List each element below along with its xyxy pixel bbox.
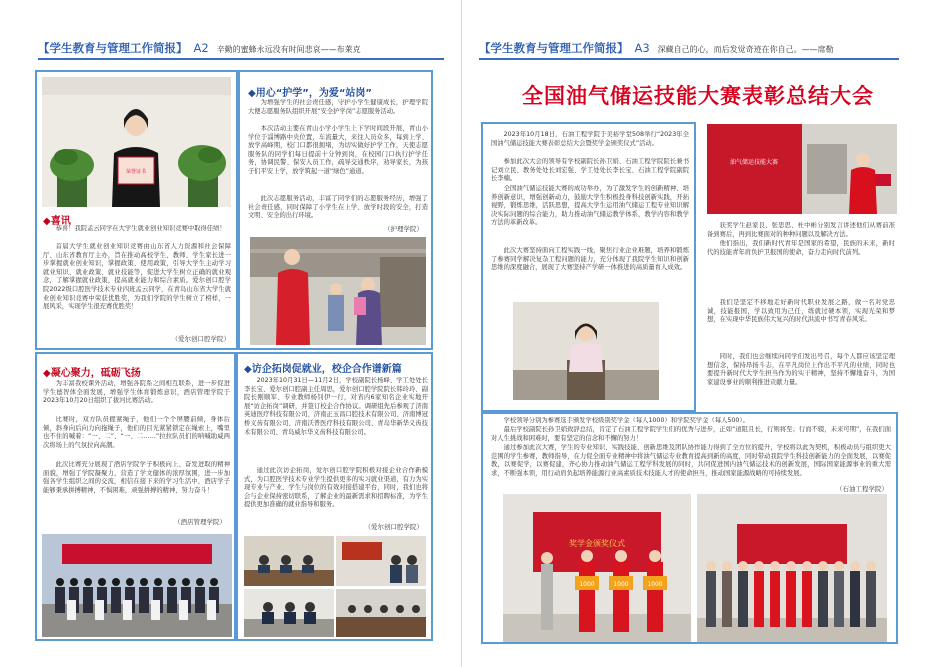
protect-intro: 为增强学生的社会责任感，守护小学生健康成长，护理学院大便志愿服务队组织开展“安全护学岗”志愿服务活动。 xyxy=(248,99,428,115)
header-motto: 辛勤的蜜蜂永远没有时间悲哀——布莱克 xyxy=(216,45,361,54)
congrats-body: 首届大学生就业创业知识竞赛由山东省人力资源和社会保障厅、山东省教育厅主办，旨在推动高校学生、教师、学生家长进一步掌握就业创业知识，掌握政策、使用政策，引导大学生主动学习就业知识、就业政策、就业技能等，促进大学生树立正确的就业观念，了解掌握就业政策，提高就业能力和综合素质。爱尔创口腔学院2022级口腔医学技术专业四班孟云同学，在青岛山东省大学生就业创业知识竞赛中荣获优胜奖，为我们学院的学生树立了榜样，一展风采，实现学生很充赛优胜奖！ xyxy=(43,243,231,311)
group-photo-illustration xyxy=(42,534,232,637)
left-page xyxy=(0,0,462,667)
article-bottom-signature: （石油工程学院） xyxy=(836,485,888,493)
scholarship-photo-2 xyxy=(697,494,887,644)
svg-text:奖学金颁奖仪式: 奖学金颁奖仪式 xyxy=(569,539,625,548)
header-rule xyxy=(38,58,444,60)
meeting-illustration-4 xyxy=(336,589,426,637)
enterprise-photo-1 xyxy=(244,536,334,586)
student-certificate-photo xyxy=(42,77,231,207)
tugofwar-section xyxy=(35,352,236,641)
protect-body: 本次活动主要在青山小学小学生上下学时间段开展，青山小学位于淄博路中央位置，车流量大，来往人员众多，每到上学、放学高峰期，校门口都很拥堵，为切实做好护学工作，天使志愿服务队的同学们每日提前十分钟到岗，在校园门口执行护学任务，协调民警、保安人员工作，疏导交通秩序，劝导家长，为孩子们平安上学，放学筑起一道“绿色”通道。 xyxy=(248,125,428,175)
header-motto-right: 深藏自己的心，而后发觉奇迹在你自己。——席勒 xyxy=(657,45,834,54)
volunteer-illustration xyxy=(250,237,426,345)
tugofwar-group-photo xyxy=(42,534,232,637)
article-p5: 获奖学生赵家良、张思思、杜中彬分别发言讲述他们从赛前准备到赛后，再到比赛面对的种种问题以及解决方法。 xyxy=(707,222,895,238)
congrats-section xyxy=(35,70,238,350)
article-p8: 同时，我们也会继续向同学们发出号召，每个人都应该坚定理想信念，保持昂扬斗志，在平凡岗位上作出不平凡的业绩，同时也要提升新时代大学生担当作为的实干精神，坚持不懈地奋斗，为国家建设事业的顺利推进贡献力量。 xyxy=(707,353,895,386)
congrats-intro: 恭喜！我院孟云同学在大学生就业创业知识竞赛中取得佳绩！ xyxy=(55,225,226,232)
article-title: 全国油气储运技能大赛表彰总结大会 xyxy=(522,84,874,108)
tugofwar-conclusion: 此次比赛充分展现了酒店学院学子积极向上、奋发进取的精神面貌，增强了学院凝聚力，营造了学文健体的浓厚氛围，进一步加强各学生组织之间的交流，相信在接下来的学习生活中，酒店学子能够秉承拼搏精神，不惧困难，顽强拼搏的精神，努力奋斗！ xyxy=(43,461,230,494)
protect-conclusion: 此次志愿服务活动，丰富了同学们的志愿服务经历，增强了社会责任感，同时保障了小学生在上学、放学时段的安全，打造文明、安全的出行环境。 xyxy=(248,195,428,220)
tugofwar-match: 比赛时，双方队员握紧绳子，他们一个个屏腰前倾，身体后倾，斜身向后向力向拖绳子，他们的目光紧紧锁定在绳索上，嘴里也不住的喊着：“一、二”、“一、二……”拉拉队员们的呐喊助威两次将场上的气氛拉向高潮。 xyxy=(43,416,230,449)
enterprise-photo-4 xyxy=(336,589,426,637)
svg-text:油气储运技能大赛: 油气储运技能大赛 xyxy=(729,159,779,166)
header-rule-right xyxy=(479,58,899,60)
enterprise-heading: ◆访企拓岗促就业，校企合作谱新篇 xyxy=(244,364,402,375)
right-page xyxy=(465,0,931,667)
meeting-illustration-1 xyxy=(244,536,334,586)
svg-text:1000: 1000 xyxy=(613,581,629,588)
article-bottom-p3: 通过参加此次大赛，学生的专业知识、实践技能、创新思维及团队协作能力得到了全方位的提升，学校将以此为契机，积极动员与组织更大范围的学生参赛，教师指导，在力促全面专业精神中将油气储运专业教育提高到新的高度，同时带动我院学生科技创新能力的全面发展，以赛促教，以赛促学，以赛促建，齐心协力推动油气储运工程学科发展的同时，共同促进国内油气储运技术的创新发展，国际国家能源事业的重大需求，不断强本领，用行动肩负起培养能源行业高素质技术技能人才的使命担当，推动国家能源战略的可持续发展。 xyxy=(491,444,891,477)
protect-signature: （护理学院） xyxy=(384,225,423,233)
article-p3: 全国油气储运技能大赛的成功举办，为了激发学生的创新精神、培养创新意识，增强创新动力，鼓励大学生积极投身科技创新实践，开拓视野，锻炼思维，活跃思想，提高大学生运用油气储运工程专业知识解决实际问题的综合能力，助力推动油气储运教学体系，教学内容和教学方法的革新改革。 xyxy=(491,185,689,227)
enterprise-signature: （爱尔创口腔学院） xyxy=(364,523,423,531)
student-certificate-illustration xyxy=(42,77,231,207)
speaker-illustration xyxy=(513,302,659,400)
enterprise-body: 通过此次访企拓岗，爱尔创口腔学院积极对接企业合作新模式，为口腔医学技术专业学生提供更多的实习就业渠道，有力为实现专业与产业、学生与岗位的有效对接搭建平台，同时，我们也将会与企业保持密切联系，了解企业的最新需求和招聘标准，为学生提供更加准确的就业指导和服务。 xyxy=(244,467,428,509)
scholarship-illustration-2 xyxy=(697,494,887,644)
enterprise-section xyxy=(236,352,433,641)
article-p6: 他们指出，我们新时代青年是国家的希望，民族的未来，新时代的技能青年肩负护卫报国的使命，奋力走向时代前列。 xyxy=(707,240,895,256)
svg-text:荣誉证书: 荣誉证书 xyxy=(125,169,147,175)
scholarship-photo-1 xyxy=(503,494,691,644)
award-speech-photo xyxy=(707,124,897,214)
protect-heading: ◆用心“护学”，为爱“站岗” xyxy=(248,88,372,99)
article-bottom-box xyxy=(481,412,898,644)
page-header-right xyxy=(479,40,834,56)
svg-text:1000: 1000 xyxy=(579,581,595,588)
article-main-box xyxy=(481,122,696,412)
page-number: A2 xyxy=(193,41,209,55)
award-speech-illustration xyxy=(707,124,897,214)
page-number-right: A3 xyxy=(634,41,650,55)
congrats-signature: （爱尔创口腔学院） xyxy=(171,335,230,343)
header-title: 【学生教育与管理工作简报】 xyxy=(38,41,188,55)
tugofwar-heading: ◆凝心聚力，砥砺飞扬 xyxy=(43,368,141,379)
svg-text:1000: 1000 xyxy=(647,581,663,588)
tugofwar-signature: （酒店管理学院） xyxy=(174,518,226,526)
protect-section xyxy=(238,70,433,350)
enterprise-photo-3 xyxy=(244,589,334,637)
header-title-right: 【学生教育与管理工作简报】 xyxy=(479,41,629,55)
page-header xyxy=(38,40,361,56)
volunteer-photo xyxy=(250,237,426,345)
scholarship-illustration-1 xyxy=(503,494,691,644)
enterprise-photo-2 xyxy=(336,536,426,586)
enterprise-intro: 2023年10月31日—11月2日，学校副院长杨峰、学工处处长李长宝、爱尔创口腔副主任周思，爱尔创口腔学院院长韩玲玲、副院长刚顺军、专业教师杨钊伊一行，对省内6家知名企业实地开展“访企拓岗”调研，并签订校企合作协议。调研组先后参观了济南英迪医疗科技有限公司、济南正玉昌口腔技术有限公司、济南博冠桥义齿有限公司、济南沃普医疗科技有限公司、青岛华新华义齿技术有限公司、青岛威尔华义齿科技有限公司。 xyxy=(244,377,428,436)
article-p7: 我们是坚定不移地走好新时代职业发展之路，做一名对党忠诚，技能报国，学以致用为己任，练就过硬本领，实现光荣和梦想，在实现中华民族伟大复兴的时代洪流中书写青春风采。 xyxy=(707,299,895,324)
article-bottom-p2: 最后学校副院长孙卫娟致辞总结，肯定了石油工程学院学生们的优秀与进步，正如“道阻且长，行则将至；行而不辍，未来可期”，在我们面对人生挑战和困难时，要有坚定的信念和不懈的努力！ xyxy=(491,426,891,442)
meeting-illustration-2 xyxy=(336,536,426,586)
meeting-illustration-3 xyxy=(244,589,334,637)
congrats-heading: ◆喜讯 xyxy=(43,216,71,227)
article-p2: 参加此次大会的领导有学校副院长孙卫娟、石油工程学院院长兼书记刘立民、教务处处长刘宏强、学工处处长李长宝、石油工程学院副院长李楠。 xyxy=(491,158,689,183)
article-bottom-p1: 学校领导分别为参赛选手颁发学校级别奖学金（每人1000）和学院奖学金（每人500）。 xyxy=(503,417,749,424)
speaker-photo xyxy=(513,302,659,400)
article-p4: 此次大赛坚持面向工程实践一线，聚焦行业企业难题，培养和锻炼了参赛同学解决复杂工程问题的能力，充分体现了我院学生知识和创新思维的深度融合，展现了大赛坚持产学研一体推进的高质量育人成效。 xyxy=(491,247,689,272)
tugofwar-intro: 为丰富我校课外活动，增强各院系之间相互联系，进一步促进学生德智体全面发展，增强学生体育锻炼意识，酒店管理学院于2023年10月20日组织了拔河比赛活动。 xyxy=(43,380,230,405)
article-p1: 2023年10月18日，石油工程学院于美裕学堂508举行“2023年全国油气储运技能大赛表彰总结大会暨奖学金颁奖仪式”活动。 xyxy=(491,131,689,147)
